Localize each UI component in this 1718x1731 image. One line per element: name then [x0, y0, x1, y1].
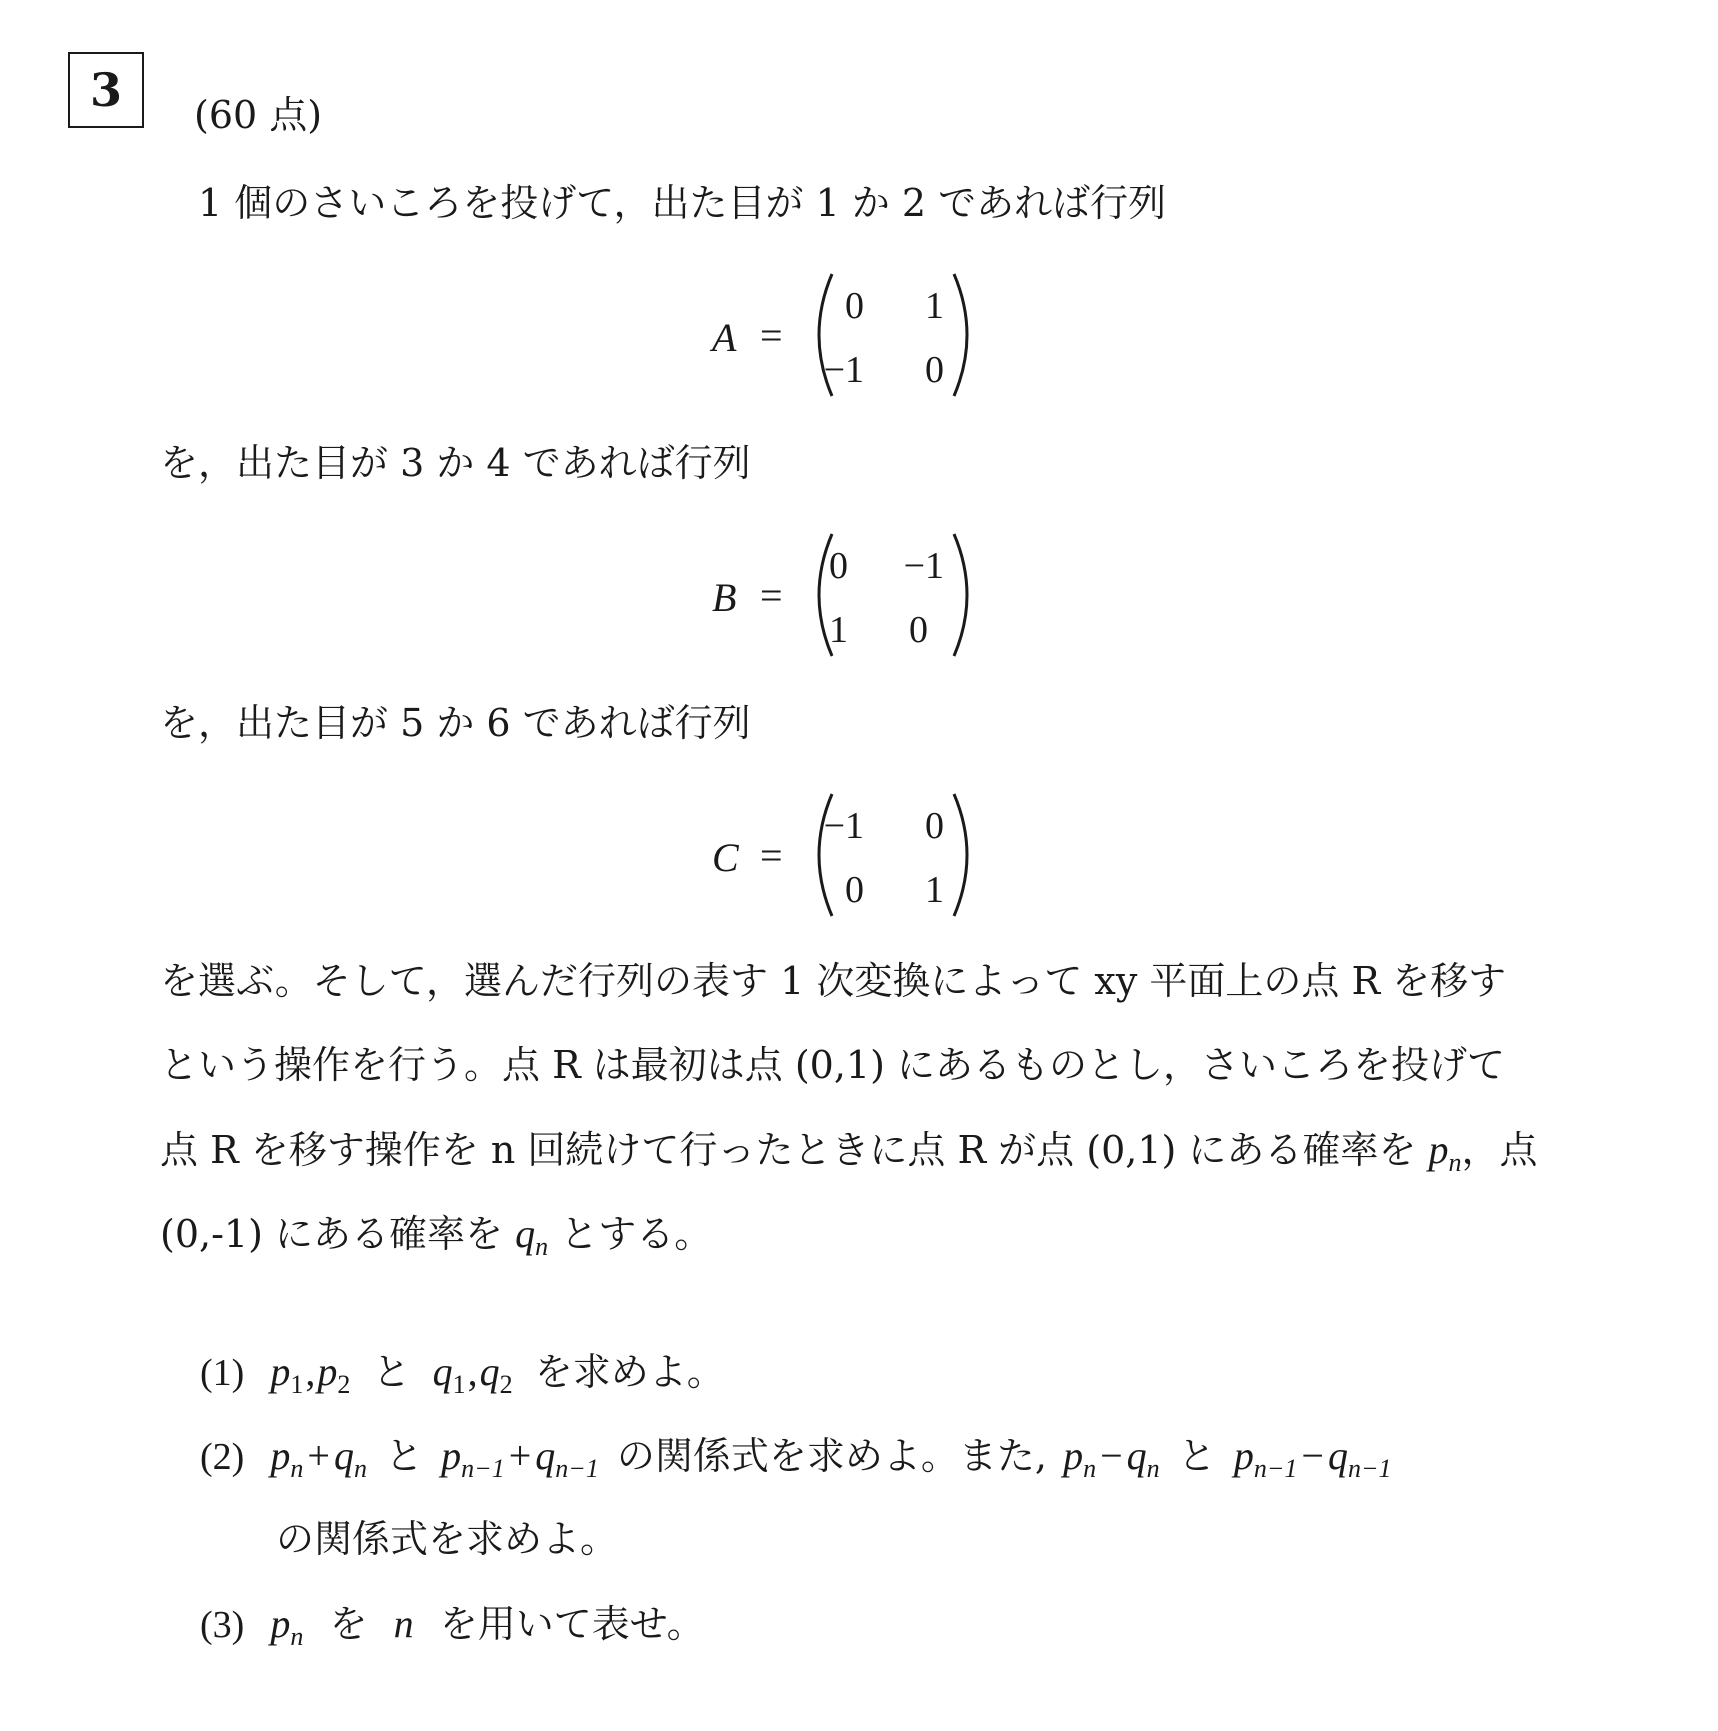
item-2-pn-minus-qn: $p_n - q_n$	[1063, 1433, 1160, 1483]
paragraph-line-1: を選ぶ。そして，選んだ行列の表す 1 次変換によって xy 平面上の点 R を移す	[160, 959, 1507, 1003]
matrix-b-cell-12: −1	[903, 545, 944, 587]
matrix-a-cell-11: 0	[845, 285, 864, 327]
matrix-a-cell-22: 0	[925, 349, 944, 391]
item-2-pnm1-plus-qnm1: $p_{n-1} + q_{n-1}$	[441, 1433, 599, 1483]
item-3-mid: を	[329, 1602, 368, 1646]
matrix-c-cell-21: 0	[845, 869, 864, 911]
matrix-a-label: A	[712, 315, 737, 360]
item-3	[200, 1601, 705, 1651]
paragraph-line-3-end: ，点	[1461, 1128, 1538, 1172]
matrix-c-cell-11: −1	[823, 805, 864, 847]
paragraph-line-3-text: 点 R を移す操作を n 回続けて行ったときに点 R が点 (0,1) にある確率を	[160, 1128, 1417, 1172]
matrix-a-equals: =	[760, 313, 783, 358]
matrix-b-equals: =	[760, 573, 783, 618]
item-1-p1-p2: $p_1,p_2$	[270, 1349, 351, 1399]
item-1-q1-q2: $q_1,q_2$	[432, 1349, 513, 1399]
matrix-b-cell-22: 0	[909, 609, 928, 651]
item-2-pn-plus-qn: $p_n + q_n$	[270, 1433, 367, 1483]
p-n-symbol: $p_n$	[1428, 1127, 1462, 1177]
paragraph-line-2: という操作を行う。点 R は最初は点 (0,1) にあるものとし，さいころを投げて	[160, 1043, 1506, 1087]
item-2	[200, 1433, 1392, 1483]
item-2-mid2: の関係式を求めよ。また,	[616, 1434, 1048, 1478]
item-3-end: を用いて表せ。	[439, 1602, 705, 1646]
item-3-n: n	[393, 1601, 414, 1646]
paragraph-line-4-end: とする。	[560, 1212, 713, 1256]
matrix-a-cell-12: 1	[925, 285, 944, 327]
item-2-mid1: と	[385, 1434, 424, 1478]
item-2-mid3: と	[1177, 1434, 1216, 1478]
matrix-a-cell-21: −1	[823, 349, 864, 391]
item-1-mid: と	[372, 1350, 411, 1394]
matrix-b-cell-21: 1	[829, 609, 848, 651]
paragraph-line-4	[160, 1211, 713, 1261]
points-label: (60 点)	[194, 93, 323, 137]
item-1-end: を求めよ。	[534, 1350, 725, 1394]
matrix-b	[712, 530, 972, 660]
item-1	[200, 1349, 725, 1399]
matrix-c-label: C	[712, 835, 739, 880]
q-n-symbol: $q_n$	[515, 1211, 549, 1261]
matrix-a	[712, 270, 972, 400]
paragraph-line-4-text: (0,-1) にある確率を	[160, 1212, 504, 1256]
text-after-a: を，出た目が 3 か 4 であれば行列	[160, 441, 751, 485]
intro-text: 1 個のさいころを投げて，出た目が 1 か 2 であれば行列	[198, 181, 1167, 225]
problem-number: 3	[68, 52, 144, 128]
item-3-pn: $p_n$	[270, 1601, 304, 1651]
matrix-c-equals: =	[760, 833, 783, 878]
matrix-b-cell-11: 0	[829, 545, 848, 587]
item-2-pnm1-minus-qnm1: $p_{n-1} - q_{n-1}$	[1233, 1433, 1392, 1483]
matrix-c	[712, 790, 972, 920]
item-2-end: の関係式を求めよ。	[276, 1517, 619, 1561]
text-after-b: を，出た目が 5 か 6 であれば行列	[160, 701, 751, 745]
item-2-label: (2)	[200, 1436, 245, 1478]
paragraph-line-3	[160, 1127, 1538, 1177]
matrix-c-cell-12: 0	[925, 805, 944, 847]
item-3-label: (3)	[200, 1604, 245, 1646]
matrix-c-cell-22: 1	[925, 869, 944, 911]
item-1-label: (1)	[200, 1352, 245, 1394]
matrix-b-label: B	[712, 575, 737, 620]
